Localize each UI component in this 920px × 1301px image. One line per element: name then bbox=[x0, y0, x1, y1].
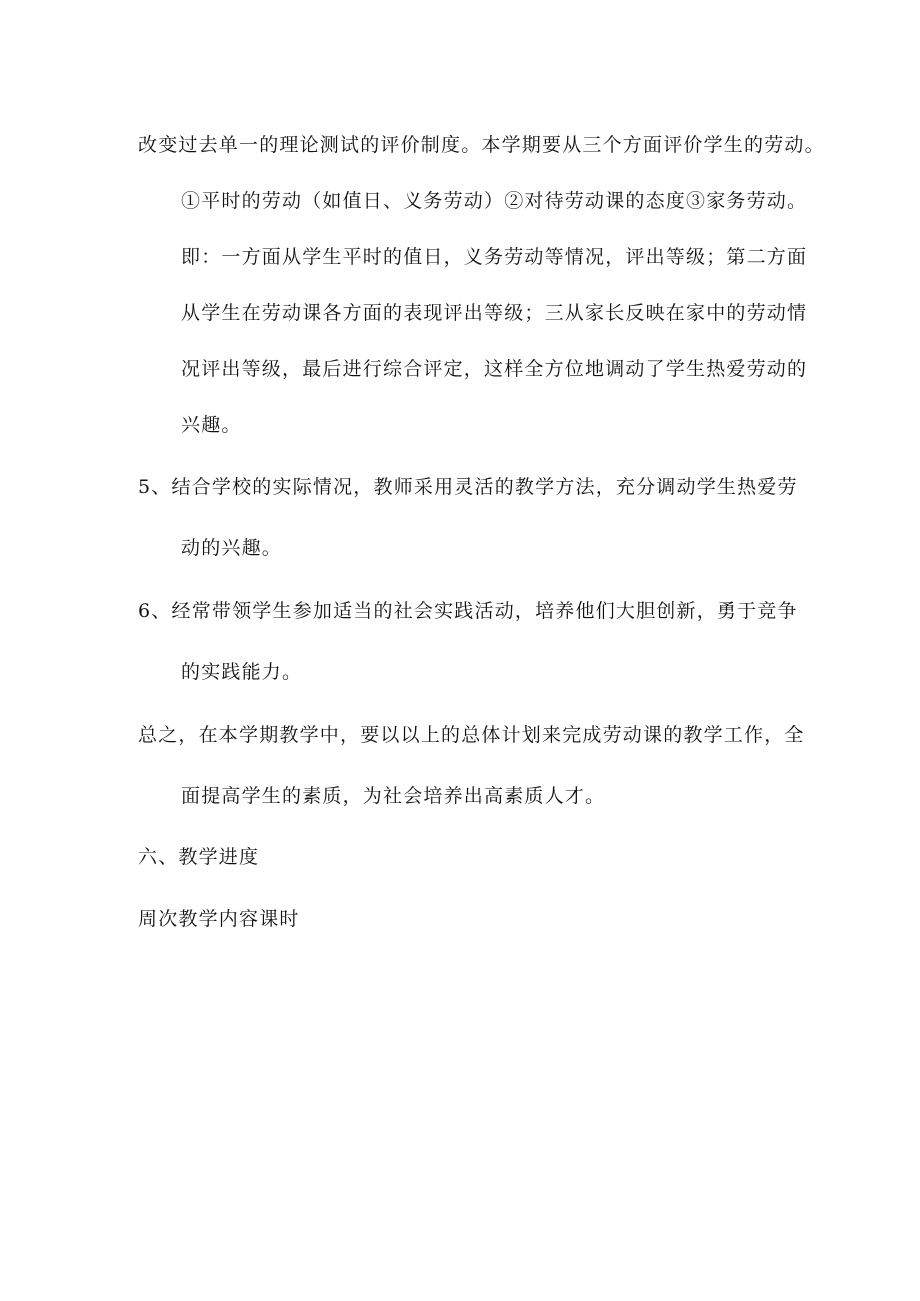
list-item-5-continuation: 动的兴趣。 bbox=[181, 537, 283, 559]
schedule-table-header: 周次教学内容课时 bbox=[138, 908, 300, 930]
summary-paragraph-continuation: 面提高学生的素质，为社会培养出高素质人才。 bbox=[181, 785, 606, 807]
text-line-interest: 兴趣。 bbox=[181, 414, 242, 436]
text-line-aspect-one: 即：一方面从学生平时的值日，义务劳动等情况，评出等级；第二方面 bbox=[181, 246, 808, 268]
list-item-5: 5、结合学校的实际情况，教师采用灵活的教学方法，充分调动学生热爱劳 bbox=[138, 476, 798, 498]
section-heading-teaching-schedule: 六、教学进度 bbox=[138, 846, 260, 868]
text-line-aspect-two: 从学生在劳动课各方面的表现评出等级；三从家长反映在家中的劳动情 bbox=[181, 302, 808, 324]
list-item-6: 6、经常带领学生参加适当的社会实践活动，培养他们大胆创新，勇于竞争 bbox=[138, 600, 798, 622]
text-line-evaluation-intro: 改变过去单一的理论测试的评价制度。本学期要从三个方面评价学生的劳动。 bbox=[138, 134, 825, 156]
list-item-6-continuation: 的实践能力。 bbox=[181, 661, 303, 683]
text-line-aspect-three: 况评出等级，最后进行综合评定，这样全方位地调动了学生热爱劳动的 bbox=[181, 358, 808, 380]
text-line-three-aspects: ①平时的劳动（如值日、义务劳动）②对待劳动课的态度③家务劳动。 bbox=[181, 190, 808, 212]
summary-paragraph: 总之，在本学期教学中，要以以上的总体计划来完成劳动课的教学工作，全 bbox=[138, 724, 805, 746]
